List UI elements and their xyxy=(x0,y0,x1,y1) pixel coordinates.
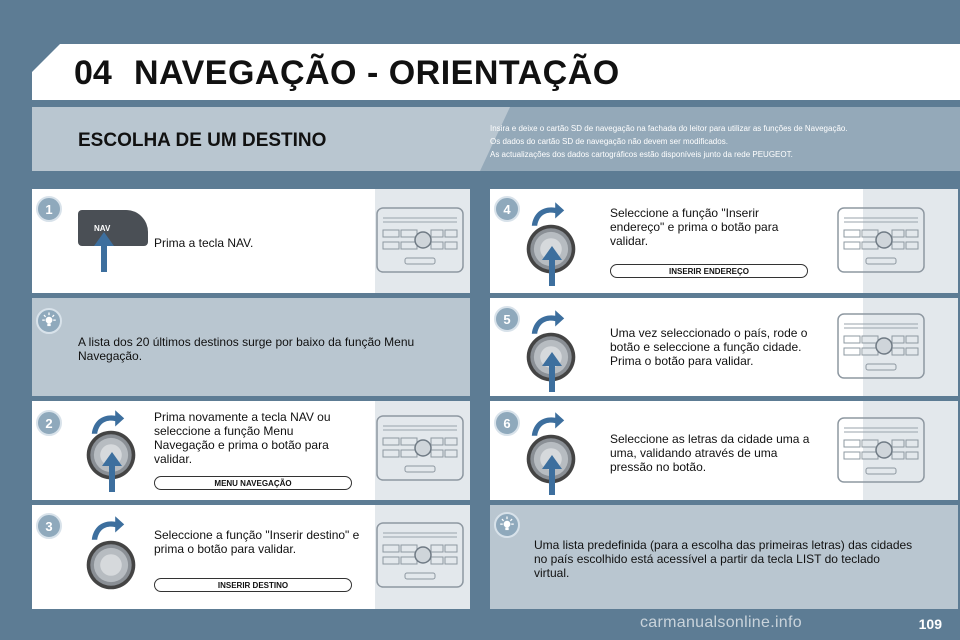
step-text: Seleccione a função "Inserir destino" e prima o botão para validar. xyxy=(154,528,360,556)
page-number: 109 xyxy=(918,616,942,632)
step-number-badge: 6 xyxy=(494,410,520,436)
step-text: Seleccione a função "Inserir endereço" e prima o botão para validar. xyxy=(610,206,779,248)
info-text xyxy=(490,122,940,161)
step-text: Seleccione as letras da cidade uma a uma, validando através de uma pressão no botão. xyxy=(610,432,810,474)
press-arrow-icon xyxy=(542,455,562,495)
watermark: carmanualsonline.info xyxy=(640,614,802,631)
info-line: Insira e deixe o cartão SD de navegação na fachada do leitor para utilizar as funções de Navegação. xyxy=(490,124,848,133)
menu-label-pill: MENU NAVEGAÇÃO xyxy=(154,476,352,490)
press-arrow-icon xyxy=(542,246,562,286)
step-number-badge: 5 xyxy=(494,306,520,332)
press-arrow-icon xyxy=(94,232,114,272)
step-number-badge: 2 xyxy=(36,410,62,436)
step-number-badge: 4 xyxy=(494,196,520,222)
step-text: Uma vez seleccionado o país, rode o botão e seleccione a função cidade. Prima o botão para validar. xyxy=(610,326,808,368)
control-panel-icon xyxy=(836,306,926,386)
control-panel-icon xyxy=(836,410,926,490)
step-number-badge: 1 xyxy=(36,196,62,222)
press-arrow-icon xyxy=(542,352,562,392)
step-text: Prima novamente a tecla NAV ou seleccione a função Menu Navegação e prima o botão para validar. xyxy=(154,410,331,466)
menu-label-pill: INSERIR ENDEREÇO xyxy=(610,264,808,278)
nav-key-label: NAV xyxy=(94,224,111,233)
lightbulb-icon xyxy=(494,512,520,538)
knob-icon xyxy=(84,538,138,592)
step-number-badge: 3 xyxy=(36,513,62,539)
chapter-number: 04 xyxy=(74,54,112,92)
info-line: As actualizações dos dados cartográficos estão disponíveis junto da rede PEUGEOT. xyxy=(490,150,793,159)
step-text: Prima a tecla NAV. xyxy=(154,236,254,250)
control-panel-icon xyxy=(836,200,926,280)
control-panel-icon xyxy=(375,408,465,488)
control-panel-icon xyxy=(375,515,465,595)
note-text: A lista dos 20 últimos destinos surge por baixo da função Menu Navegação. xyxy=(78,335,415,363)
chapter-title: NAVEGAÇÃO - ORIENTAÇÃO xyxy=(134,54,620,92)
control-panel-icon xyxy=(375,200,465,280)
menu-label-pill: INSERIR DESTINO xyxy=(154,578,352,592)
lightbulb-icon xyxy=(36,308,62,334)
info-line: Os dados do cartão SD de navegação não devem ser modificados. xyxy=(490,137,728,146)
section-title: ESCOLHA DE UM DESTINO xyxy=(78,130,327,151)
note-text: Uma lista predefinida (para a escolha das primeiras letras) das cidades no país escolhido está acessível a partir da tecla LIST do teclado virtual. xyxy=(534,538,913,580)
press-arrow-icon xyxy=(102,452,122,492)
